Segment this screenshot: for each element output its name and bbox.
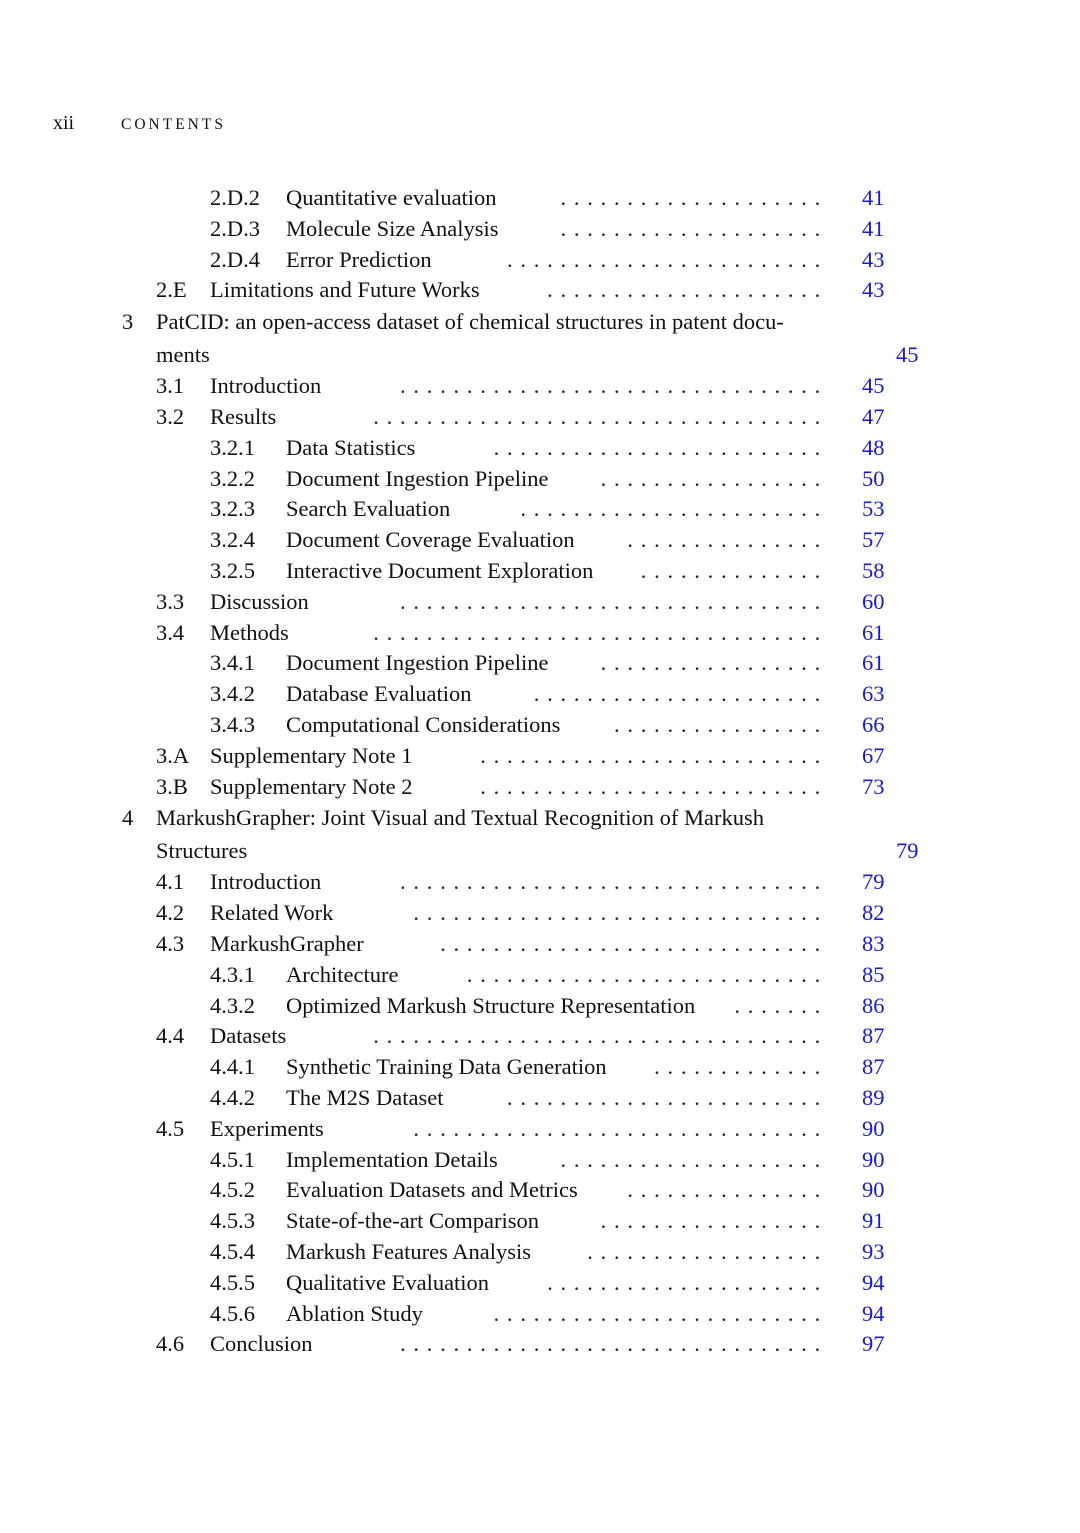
toc-entry-number: 4.3.2: [210, 992, 255, 1018]
toc-entry-title: Conclusion: [210, 1331, 313, 1357]
dot-leader: ....................: [560, 1146, 828, 1172]
toc-page-link[interactable]: 90: [862, 1146, 885, 1172]
toc-page-link[interactable]: 89: [862, 1084, 885, 1110]
toc-subsection-entry[interactable]: [0, 1237, 1080, 1268]
toc-page-cell: [828, 1021, 922, 1052]
toc-entry-title: Database Evaluation: [286, 681, 472, 707]
toc-page-cell: [828, 1052, 922, 1083]
toc-page-link[interactable]: 94: [862, 1300, 885, 1326]
toc-page-link[interactable]: 53: [862, 496, 885, 522]
toc-section-entry[interactable]: [0, 929, 1080, 960]
toc-page-cell: [862, 339, 956, 372]
toc-page-link[interactable]: 94: [862, 1269, 885, 1295]
toc-page-link[interactable]: 93: [862, 1238, 885, 1264]
toc-entry-title: Computational Considerations: [286, 711, 561, 737]
toc-page-link[interactable]: 63: [862, 681, 885, 707]
toc-page-link[interactable]: 87: [862, 1054, 885, 1080]
toc-entry-title: Error Prediction: [286, 246, 432, 272]
toc-page-link[interactable]: 87: [862, 1023, 885, 1049]
page-number: xii: [53, 112, 75, 134]
toc-entry-leader-region: [286, 556, 828, 587]
toc-entry-leader-region: [286, 679, 828, 710]
running-header: [53, 112, 226, 135]
toc-entry-number: 3.A: [156, 742, 190, 768]
toc-entry-leader-region: [210, 1329, 828, 1360]
toc-entry-title: Quantitative evaluation: [286, 185, 497, 210]
dot-leader: .............................: [440, 930, 828, 956]
toc-entry-title: Markush Features Analysis: [286, 1238, 531, 1264]
dot-leader: ...............................: [413, 900, 828, 926]
toc-entry-leader-region: [210, 1114, 828, 1145]
toc-page-cell: [828, 741, 922, 772]
toc-page-cell: [828, 991, 922, 1022]
toc-page-link[interactable]: 61: [862, 650, 885, 676]
dot-leader: .................: [600, 1208, 828, 1234]
toc-entry-leader-region: [286, 991, 828, 1022]
toc-page-cell: [828, 183, 922, 214]
toc-page-cell: [828, 525, 922, 556]
toc-entry-title: Introduction: [210, 373, 322, 399]
toc-section-entry[interactable]: [0, 371, 1080, 402]
toc-page-link[interactable]: 43: [862, 277, 885, 303]
toc-entry-number: 4.5: [156, 1115, 185, 1141]
toc-section-entry[interactable]: [0, 867, 1080, 898]
toc-entry-leader-region: [156, 306, 862, 339]
dot-leader: ..........................: [480, 773, 828, 799]
toc-entry-title: Implementation Details: [286, 1146, 498, 1172]
toc-page-cell: [828, 648, 922, 679]
toc-entry-title: Methods: [210, 619, 289, 645]
toc-page-cell: [828, 245, 922, 276]
toc-subsection-entry[interactable]: [0, 991, 1080, 1022]
running-title: CONTENTS: [121, 116, 226, 133]
dot-leader: ................................: [400, 373, 828, 399]
toc-entry-number: 2.D.4: [210, 246, 260, 272]
toc-page-link[interactable]: 43: [862, 246, 885, 272]
toc-entry-title: Data Statistics: [286, 434, 416, 460]
toc-section-entry[interactable]: [0, 402, 1080, 433]
dot-leader: ......................: [533, 681, 828, 707]
toc-entry-number: 4.6: [156, 1331, 185, 1357]
toc-entry-title: State-of-the-art Comparison: [286, 1208, 540, 1234]
dot-leader: .................: [600, 650, 828, 676]
toc-entry-number: 4.5.1: [210, 1146, 255, 1172]
toc-section-entry[interactable]: [0, 1114, 1080, 1145]
dot-leader: ...............................: [413, 1115, 828, 1141]
toc-page-cell: [828, 1329, 922, 1360]
toc-entry-leader-region: [286, 433, 828, 464]
toc-entry-number: 3.B: [156, 773, 188, 799]
toc-page-link[interactable]: 90: [862, 1115, 885, 1141]
toc-entry-number: 3.2.3: [210, 496, 255, 522]
toc-entry-number: 3.1: [156, 373, 185, 399]
toc-entry-leader-region: [286, 1175, 828, 1206]
dot-leader: ...............: [627, 1177, 828, 1203]
dot-leader: .......................: [520, 496, 828, 522]
toc-page-cell: [828, 1299, 922, 1330]
dot-leader: ..........................: [480, 742, 828, 768]
toc-entry-number: 4.5.4: [210, 1238, 255, 1264]
toc-entry-title: Limitations and Future Works: [210, 277, 480, 303]
toc-page-cell: [828, 214, 922, 245]
toc-entry-leader-region: [286, 710, 828, 741]
toc-section-entry[interactable]: [0, 741, 1080, 772]
toc-entry-leader-region: [210, 741, 828, 772]
toc-entry-leader-region: [210, 587, 828, 618]
toc-page-link[interactable]: 48: [862, 434, 885, 460]
toc-entry-leader-region: [210, 402, 828, 433]
toc-entry-number: 2.E: [156, 277, 187, 303]
toc-page-link[interactable]: 61: [862, 619, 885, 645]
toc-section-entry[interactable]: [0, 772, 1080, 803]
toc-entry-leader-region: [286, 525, 828, 556]
toc-entry-leader-region: [286, 214, 828, 245]
toc-page-link[interactable]: 45: [862, 373, 885, 399]
toc-entry-title: The M2S Dataset: [286, 1084, 444, 1110]
toc-section-entry[interactable]: [0, 618, 1080, 649]
toc-section-entry[interactable]: [0, 1021, 1080, 1052]
toc-entry-leader-region: [210, 898, 828, 929]
toc-page-link[interactable]: 50: [862, 465, 885, 491]
toc-subsection-entry[interactable]: [0, 1052, 1080, 1083]
toc-entry-leader-region: [286, 183, 828, 214]
toc-entry-number: 4.3: [156, 930, 185, 956]
toc-entry-number: 3.4.2: [210, 681, 255, 707]
toc-entry-title: MarkushGrapher: Joint Visual and Textual Recognition of Markush: [156, 805, 765, 831]
toc-entry-leader-region: [286, 1145, 828, 1176]
toc-entry-number: 4.5.2: [210, 1177, 255, 1203]
toc-subsection-entry[interactable]: [0, 960, 1080, 991]
toc-entry-number: 2.D.2: [210, 185, 260, 210]
toc-section-entry[interactable]: [0, 587, 1080, 618]
toc-chapter-entry: [0, 802, 1080, 835]
toc-chapter-entry[interactable]: [0, 835, 1080, 868]
toc-subsection-entry[interactable]: [0, 494, 1080, 525]
toc-entry-leader-region: [286, 648, 828, 679]
toc-subsection-entry[interactable]: [0, 1083, 1080, 1114]
dot-leader: ...............: [627, 527, 828, 553]
dot-leader: .........................: [493, 1300, 828, 1326]
toc-entry-leader-region: [286, 1083, 828, 1114]
dot-leader: ..................: [587, 1238, 828, 1264]
toc-page-cell: [828, 867, 922, 898]
toc-entry-leader-region: [286, 1237, 828, 1268]
toc-page-link[interactable]: 57: [862, 527, 885, 553]
toc-page-cell: [828, 494, 922, 525]
toc-page-link[interactable]: 85: [862, 961, 885, 987]
toc-entry-leader-region: [286, 245, 828, 276]
toc-entry-number: 3.3: [156, 588, 185, 614]
toc-section-entry[interactable]: [0, 898, 1080, 929]
toc-page-cell: [828, 433, 922, 464]
toc-entry-title: Interactive Document Exploration: [286, 557, 594, 583]
toc-entry-leader-region: [156, 339, 862, 372]
toc-entry-number: 4: [122, 805, 134, 831]
toc-entry-number: 3.4.3: [210, 711, 255, 737]
toc-subsection-entry[interactable]: [0, 1206, 1080, 1237]
toc-entry-number: 3.2.1: [210, 434, 255, 460]
toc-page-cell: [828, 929, 922, 960]
toc-subsection-entry[interactable]: [0, 556, 1080, 587]
dot-leader: ........................: [507, 246, 828, 272]
toc-entry-leader-region: [286, 1206, 828, 1237]
toc-entry-number: 2.D.3: [210, 215, 260, 241]
dot-leader: ................................: [400, 1331, 828, 1357]
toc-entry-number: 4.3.1: [210, 961, 255, 987]
toc-page-cell: [828, 402, 922, 433]
dot-leader: ................................: [400, 869, 828, 895]
toc-entry-title: Related Work: [210, 900, 334, 926]
toc-entry-title: PatCID: an open-access dataset of chemical structures in patent docu-: [156, 309, 784, 335]
toc-section-entry[interactable]: [0, 275, 1080, 306]
toc-entry-title: Structures: [156, 837, 248, 863]
toc-entry-leader-region: [156, 802, 862, 835]
toc-page-link[interactable]: 47: [862, 403, 885, 429]
toc-entry-leader-region: [210, 275, 828, 306]
toc-page-cell: [828, 464, 922, 495]
dot-leader: .............: [654, 1054, 828, 1080]
toc-entry-title: Introduction: [210, 869, 322, 895]
toc-entry-number: 4.5.6: [210, 1300, 255, 1326]
dot-leader: ..................................: [373, 1023, 828, 1049]
dot-leader: ....................: [560, 215, 828, 241]
dot-leader: .........................: [493, 434, 828, 460]
toc-subsection-entry[interactable]: [0, 433, 1080, 464]
toc-page-cell: [828, 679, 922, 710]
toc-entry-leader-region: [210, 371, 828, 402]
toc-entry-title: Qualitative Evaluation: [286, 1269, 490, 1295]
toc-page-link[interactable]: 91: [862, 1208, 885, 1234]
toc-page-cell: [828, 1114, 922, 1145]
toc-page-cell: [828, 898, 922, 929]
toc-page-link[interactable]: 41: [862, 215, 885, 241]
toc-entry-title: Ablation Study: [286, 1300, 423, 1326]
table-of-contents: [0, 183, 1080, 1360]
toc-entry-leader-region: [286, 464, 828, 495]
toc-subsection-entry[interactable]: [0, 710, 1080, 741]
toc-page-link[interactable]: 67: [862, 742, 885, 768]
toc-page-cell: [828, 1175, 922, 1206]
toc-entry-leader-region: [210, 867, 828, 898]
toc-entry-leader-region: [210, 618, 828, 649]
toc-entry-number: 3.4: [156, 619, 185, 645]
toc-entry-title: Optimized Markush Structure Representation: [286, 992, 696, 1018]
toc-entry-title: Document Ingestion Pipeline: [286, 650, 549, 676]
toc-page-cell: [828, 1145, 922, 1176]
dot-leader: ..................................: [373, 403, 828, 429]
toc-subsection-entry[interactable]: [0, 214, 1080, 245]
toc-page-link[interactable]: 97: [862, 1331, 885, 1357]
toc-page-link[interactable]: 60: [862, 588, 885, 614]
dot-leader: ..............: [640, 557, 828, 583]
toc-entry-leader-region: [286, 1268, 828, 1299]
toc-entry-leader-region: [156, 835, 862, 868]
toc-page-link[interactable]: 79: [862, 869, 885, 895]
toc-page-cell: [828, 710, 922, 741]
toc-page-link[interactable]: 73: [862, 773, 885, 799]
toc-entry-leader-region: [210, 1021, 828, 1052]
toc-page-link[interactable]: 41: [862, 185, 885, 210]
toc-subsection-entry[interactable]: [0, 525, 1080, 556]
dot-leader: .......: [734, 992, 828, 1018]
toc-entry-number: 4.2: [156, 900, 185, 926]
dot-leader: .................: [600, 465, 828, 491]
toc-section-entry[interactable]: [0, 1329, 1080, 1360]
toc-page-cell: [862, 835, 956, 868]
toc-entry-title: Supplementary Note 1: [210, 742, 413, 768]
toc-page-link[interactable]: 79: [896, 837, 919, 863]
toc-page-cell: [828, 556, 922, 587]
toc-entry-number: 3.2.5: [210, 557, 255, 583]
dot-leader: ........................: [507, 1084, 828, 1110]
toc-entry-title: ments: [156, 341, 210, 367]
toc-subsection-entry[interactable]: [0, 1175, 1080, 1206]
toc-subsection-entry[interactable]: [0, 1145, 1080, 1176]
toc-entry-title: Search Evaluation: [286, 496, 451, 522]
dot-leader: .....................: [547, 1269, 828, 1295]
toc-page-cell: [828, 618, 922, 649]
toc-page-cell: [828, 1268, 922, 1299]
toc-page-link[interactable]: 45: [896, 341, 919, 367]
dot-leader: ................................: [400, 588, 828, 614]
toc-entry-number: 3.2: [156, 403, 185, 429]
toc-page-cell: [828, 1237, 922, 1268]
toc-page-link[interactable]: 82: [862, 900, 885, 926]
toc-page-link[interactable]: 66: [862, 711, 885, 737]
toc-page-cell: [828, 772, 922, 803]
toc-subsection-entry[interactable]: [0, 183, 1080, 214]
toc-entry-leader-region: [286, 494, 828, 525]
toc-entry-title: Supplementary Note 2: [210, 773, 413, 799]
toc-entry-title: Architecture: [286, 961, 399, 987]
toc-entry-title: Experiments: [210, 1115, 324, 1141]
toc-page-cell: [828, 371, 922, 402]
toc-entry-leader-region: [210, 772, 828, 803]
toc-entry-number: 4.1: [156, 869, 185, 895]
dot-leader: ....................: [560, 185, 828, 210]
dot-leader: .....................: [547, 277, 828, 303]
toc-subsection-entry[interactable]: [0, 679, 1080, 710]
toc-subsection-entry[interactable]: [0, 245, 1080, 276]
dot-leader: ..................................: [373, 619, 828, 645]
toc-entry-number: 4.5.3: [210, 1208, 255, 1234]
toc-page-cell: [828, 1083, 922, 1114]
toc-subsection-entry[interactable]: [0, 1299, 1080, 1330]
toc-page-link[interactable]: 58: [862, 557, 885, 583]
toc-entry-number: 4.4: [156, 1023, 185, 1049]
toc-entry-title: Evaluation Datasets and Metrics: [286, 1177, 578, 1203]
toc-page-cell: [828, 587, 922, 618]
toc-page-cell: [828, 1206, 922, 1237]
toc-entry-number: 4.5.5: [210, 1269, 255, 1295]
toc-entry-title: MarkushGrapher: [210, 930, 364, 956]
toc-entry-leader-region: [286, 960, 828, 991]
toc-entry-number: 3: [122, 309, 134, 335]
toc-entry-number: 4.4.1: [210, 1054, 255, 1080]
toc-chapter-entry[interactable]: [0, 339, 1080, 372]
toc-entry-title: Discussion: [210, 588, 309, 614]
toc-subsection-entry[interactable]: [0, 464, 1080, 495]
toc-page-link[interactable]: 86: [862, 992, 885, 1018]
toc-entry-leader-region: [286, 1052, 828, 1083]
toc-page-cell: [828, 275, 922, 306]
toc-entry-number: 3.4.1: [210, 650, 255, 676]
toc-chapter-entry: [0, 306, 1080, 339]
toc-entry-leader-region: [210, 929, 828, 960]
toc-page-link[interactable]: 83: [862, 930, 885, 956]
toc-entry-number: 4.4.2: [210, 1084, 255, 1110]
toc-entry-title: Synthetic Training Data Generation: [286, 1054, 607, 1080]
toc-entry-number: 3.2.2: [210, 465, 255, 491]
toc-page-link[interactable]: 90: [862, 1177, 885, 1203]
toc-entry-title: Document Ingestion Pipeline: [286, 465, 549, 491]
toc-entry-leader-region: [286, 1299, 828, 1330]
toc-entry-title: Document Coverage Evaluation: [286, 527, 575, 553]
toc-subsection-entry[interactable]: [0, 1268, 1080, 1299]
toc-entry-title: Results: [210, 403, 277, 429]
toc-entry-number: 3.2.4: [210, 527, 255, 553]
toc-entry-title: Molecule Size Analysis: [286, 215, 499, 241]
toc-page-cell: [828, 960, 922, 991]
toc-entry-title: Datasets: [210, 1023, 287, 1049]
dot-leader: ...........................: [466, 961, 828, 987]
dot-leader: ................: [614, 711, 828, 737]
toc-subsection-entry[interactable]: [0, 648, 1080, 679]
